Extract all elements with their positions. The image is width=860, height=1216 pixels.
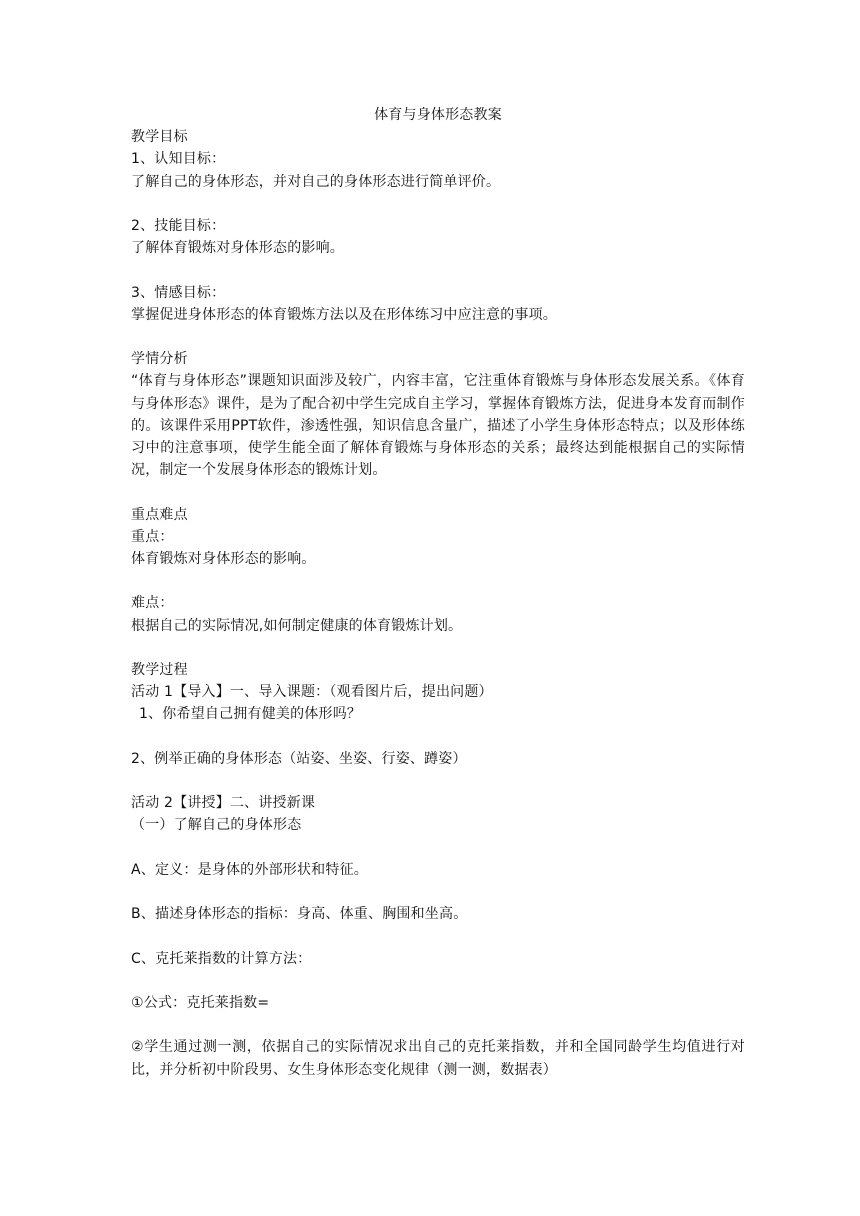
process-heading: 教学过程	[131, 661, 188, 678]
formula-text: ①公式：克托莱指数=	[131, 994, 270, 1011]
skill-goal-heading: 2、技能目标：	[131, 218, 226, 234]
blank-line	[131, 726, 745, 748]
analysis-paragraph: “体育与身体形态”课题知识面涉及较广，内容丰富，它注重体育锻炼与身体形态发展关系。《体育与身体形态》课件，是为了配合初中学生完成自主学习，掌握体育锻炼方法，促进身本发育而制作的。该课件采用PPT软件，渗透性强，知识信息含量广，描述了小学生身体形态特点；以及形体练习中的注意事项，使学生能全面了解体育锻炼与身体形态的关系；最终达到能根据自己的实际情况，制定一个发展身体形态的锻炼计划。	[131, 373, 745, 479]
item-b-text: B、描述身体形态的指标：身高、体重、胸围和坐高。	[131, 906, 468, 923]
item-c-text: C、克托莱指数的计算方法：	[131, 950, 312, 967]
blank-line	[131, 770, 745, 792]
analysis-heading: 学情分析	[131, 351, 188, 368]
activity-1-question-2: 2、例举正确的身体形态（站姿、坐姿、行姿、蹲姿）	[131, 750, 467, 767]
skill-goal-text: 了解体育锻炼对身体形态的影响。	[131, 240, 344, 257]
blank-line	[131, 637, 745, 659]
key-point-heading: 重点：	[131, 528, 174, 545]
student-task-paragraph: ②学生通过测一测，依据自己的实际情况求出自己的克托莱指数，并和全国同龄学生均值进行对比，并分析初中阶段男、女生身体形态变化规律（测一测，数据表）	[131, 1039, 745, 1078]
emotion-goal-text: 掌握促进身体形态的体育锻炼方法以及在形体练习中应注意的事项。	[131, 306, 557, 323]
blank-line	[131, 193, 745, 215]
activity-2-text: 活动 2【讲授】二、讲授新课	[131, 795, 316, 812]
cognitive-goal-text: 了解自己的身体形态，并对自己的身体形态进行简单评价。	[131, 173, 501, 190]
cognitive-goal-heading: 1、认知目标：	[131, 151, 226, 168]
blank-line	[131, 925, 745, 947]
document-content	[131, 104, 745, 1081]
blank-line	[131, 881, 745, 903]
key-point-text: 体育锻炼对身体形态的影响。	[131, 551, 316, 567]
section-1-heading: （一）了解自己的身体形态	[131, 817, 302, 834]
blank-line	[131, 570, 745, 592]
difficult-point-text: 根据自己的实际情况,如何制定健康的体育锻炼计划。	[131, 617, 463, 634]
blank-line	[131, 837, 745, 859]
key-points-heading: 重点难点	[131, 506, 188, 523]
difficult-point-heading: 难点：	[131, 595, 174, 612]
blank-line	[131, 481, 745, 503]
item-a-text: A、定义：是身体的外部形状和特征。	[131, 861, 368, 878]
blank-line	[131, 1014, 745, 1036]
goals-heading: 教学目标	[131, 129, 188, 146]
emotion-goal-heading: 3、情感目标：	[131, 284, 226, 301]
document-title: 体育与身体形态教案	[374, 107, 502, 123]
blank-line	[131, 259, 745, 281]
blank-line	[131, 326, 745, 348]
blank-line	[131, 970, 745, 992]
activity-1-text: 活动 1【导入】一、导入课题：（观看图片后，提出问题）	[131, 684, 493, 701]
activity-1-question-1: 1、你希望自己拥有健美的体形吗？	[139, 706, 362, 723]
